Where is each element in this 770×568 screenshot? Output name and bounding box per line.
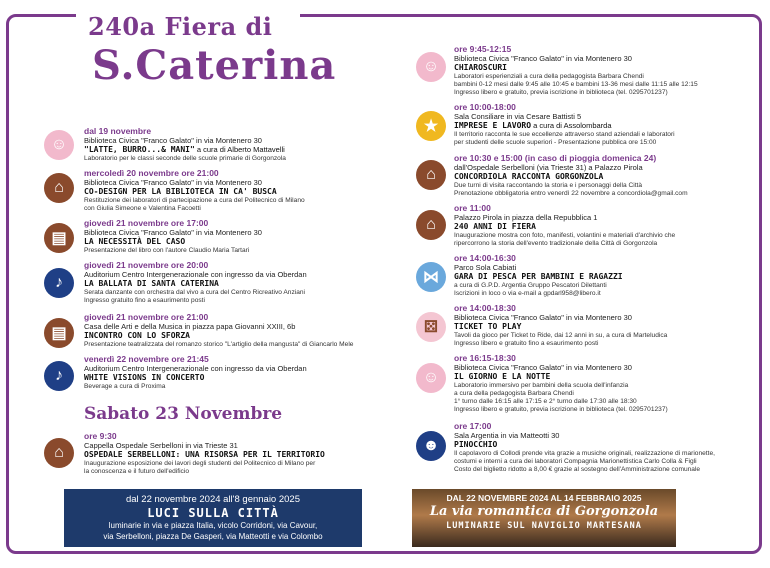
child-face-icon: ☺: [416, 52, 446, 82]
book-icon: ▤: [44, 223, 74, 253]
event-right-2: [454, 102, 675, 147]
event-title: LA NECESSITÀ DEL CASO: [84, 237, 186, 246]
event-location: Biblioteca Civica "Franco Galato" in via Montenero 30: [84, 178, 262, 187]
event-desc: Beverage a cura di Proxima: [84, 383, 166, 390]
event-date: ore 9:30: [84, 431, 117, 441]
music-note-icon: ♪: [44, 268, 74, 298]
event-right-8: [454, 421, 715, 474]
event-left-1: [84, 126, 286, 163]
event-title: OSPEDALE SERBELLONI: UNA RISORSA PER IL TERRITORIO: [84, 450, 325, 459]
banner-subtitle: LUMINARIE SUL NAVIGLIO MARTESANA: [446, 521, 642, 531]
event-desc: per studenti delle scuole superiori - Presentazione pubblica ore 15:00: [454, 139, 657, 146]
event-date: mercoledì 20 novembre ore 21:00: [84, 168, 219, 178]
event-title: GARA DI PESCA PER BAMBINI E RAGAZZI: [454, 272, 623, 281]
music-note-icon: ♪: [44, 361, 74, 391]
event-date: giovedì 21 novembre ore 20:00: [84, 260, 209, 270]
event-title: 240 ANNI DI FIERA: [454, 222, 536, 231]
fish-icon: ⋈: [416, 262, 446, 292]
banner-title: La via romantica di Gorgonzola: [429, 504, 659, 519]
event-date: ore 11:00: [454, 203, 491, 213]
event-location: Biblioteca Civica "Franco Galato" in via Montenero 30: [84, 228, 262, 237]
event-location: Palazzo Pirola in piazza della Repubblica 1: [454, 213, 598, 222]
event-desc: Ingresso libero e gratuito, previa iscrizione in biblioteca (tel. 0295701237): [454, 406, 668, 413]
event-date: venerdì 22 novembre ore 21:45: [84, 354, 209, 364]
event-location: Casa delle Arti e della Musica in piazza papa Giovanni XXIII, 6b: [84, 322, 296, 331]
event-desc: a cura della pedagogista Barbara Chendi: [454, 390, 574, 397]
event-desc: Presentazione del libro con l'autore Claudio Maria Tartari: [84, 247, 250, 254]
event-location: Biblioteca Civica "Franco Galato" in via Montenero 30: [454, 363, 632, 372]
event-desc: Il territorio racconta le sue eccellenze attraverso stand aziendali e laboratori: [454, 131, 675, 138]
event-desc: 1° turno dalle 16:15 alle 17:15 e 2° turno dalle 17:30 alle 18:30: [454, 398, 637, 405]
banner-dates: DAL 22 NOVEMBRE 2024 AL 14 FEBBRAIO 2025: [446, 493, 642, 503]
event-desc: Ingresso libero e gratuito, previa iscrizione in biblioteca (tel. 0295701237): [454, 89, 668, 96]
event-title: PINOCCHIO: [454, 440, 498, 449]
event-location: Cappella Ospedale Serbelloni in via Trieste 31: [84, 441, 238, 450]
event-location: Biblioteca Civica "Franco Galato" in via Montenero 30: [84, 136, 262, 145]
event-location: dall'Ospedale Serbelloni (via Trieste 31) a Palazzo Pirola: [454, 163, 643, 172]
event-location: Parco Sola Cabiati: [454, 263, 517, 272]
event-date: ore 16:15-18:30: [454, 353, 516, 363]
event-date: ore 9:45-12:15: [454, 44, 512, 54]
sabato-heading: Sabato 23 Novembre: [84, 404, 283, 424]
event-location: Sala Argentia in via Matteotti 30: [454, 431, 560, 440]
event-desc: Tavoli da gioco per Ticket to Ride, dai 12 anni in su, a cura di Marteludica: [454, 332, 668, 339]
event-title: IL GIORNO E LA NOTTE: [454, 372, 551, 381]
banner-via-romantica: [412, 489, 676, 547]
event-desc: Prenotazione obbligatoria entro venerdì 22 novembre a concordiola@gmail.com: [454, 190, 688, 197]
event-left-5: [84, 312, 353, 349]
event-desc: Ingresso gratuito fino a esaurimento posti: [84, 297, 205, 304]
event-desc: Laboratorio immersivo per bambini della scuola dell'infanzia: [454, 382, 629, 389]
event-title: CHIAROSCURI: [454, 63, 507, 72]
banner-line: luminarie in via e piazza Italia, vicolo Corridoni, via Cavour,: [108, 521, 318, 530]
event-desc: bambini 0-12 mesi dalle 9:45 alle 10:45 e bambini 13-36 mesi dalle 11:15 alle 12:15: [454, 81, 698, 88]
event-title: WHITE VISIONS IN CONCERTO: [84, 373, 205, 382]
event-right-7: [454, 353, 668, 414]
event-date: ore 14:00-18:30: [454, 303, 516, 313]
temple-icon: ⌂: [44, 438, 74, 468]
event-left-3: [84, 218, 262, 255]
header-edition: 240a Fiera di: [88, 12, 273, 41]
temple-icon: ⌂: [44, 173, 74, 203]
event-title: LA BALLATA DI SANTA CATERINA: [84, 279, 219, 288]
event-date: giovedì 21 novembre ore 17:00: [84, 218, 209, 228]
event-desc: Restituzione dei laboratori di partecipazione a cura del Politecnico di Milano: [84, 197, 305, 204]
event-desc: la conoscenza e il futuro dell'edificio: [84, 468, 189, 475]
event-left-4: [84, 260, 307, 305]
event-title: CONCORDIOLA RACCONTA GORGONZOLA: [454, 172, 604, 181]
event-right-4: [454, 203, 675, 248]
header-title: S.Caterina: [92, 42, 337, 89]
event-title: IMPRESE E LAVORO a cura di Assolombarda: [454, 121, 612, 130]
event-desc: Laboratorio per le classi seconde delle scuole primarie di Gorgonzola: [84, 155, 286, 162]
event-location: Biblioteca Civica "Franco Galato" in via Montenero 30: [454, 54, 632, 63]
event-title: INCONTRO CON LO SFORZA: [84, 331, 190, 340]
event-location: Auditorium Centro Intergenerazionale con ingresso da via Oberdan: [84, 364, 307, 373]
event-date: ore 17:00: [454, 421, 492, 431]
event-desc: Costo del biglietto ridotto a 8,00 € grazie al sostegno dell'Amministrazione comunale: [454, 466, 701, 473]
event-title: CO-DESIGN PER LA BIBLIOTECA IN CA' BUSCA: [84, 187, 277, 196]
event-right-6: [454, 303, 667, 348]
event-desc: costumi e interni a cura dei laboratori Compagnia Marionettistica Carlo Colla & Figli: [454, 458, 697, 465]
event-desc: a cura di G.P.D. Argentia Gruppo Pescatori Dilettanti: [454, 282, 607, 289]
event-location: Sala Consiliare in via Cesare Battisti 5: [454, 112, 582, 121]
event-date: ore 10:30 e 15:00 (in caso di pioggia domenica 24): [454, 153, 657, 163]
event-desc: Inaugurazione mostra con foto, manifesti, volantini e materiali d'archivio che: [454, 232, 676, 239]
event-right-1: [454, 44, 698, 97]
event-desc: Presentazione teatralizzata del romanzo storico "L'artiglio della mangusta" di Giancarlo Mele: [84, 341, 354, 348]
event-left-6: [84, 354, 307, 391]
event-date: ore 14:00-16:30: [454, 253, 516, 263]
temple-icon: ⌂: [416, 210, 446, 240]
banner-luci: [64, 489, 362, 547]
event-left-2: [84, 168, 305, 213]
event-desc: con Giulia Simeone e Valentina Facoetti: [84, 205, 201, 212]
event-desc: Laboratori esperienziali a cura della pedagogista Barbara Chendi: [454, 73, 644, 80]
event-location: Auditorium Centro Intergenerazionale con ingresso da via Oberdan: [84, 270, 307, 279]
banner-line: via Serbelloni, piazza De Gasperi, via Matteotti e via Colombo: [103, 532, 323, 541]
event-sabato: [84, 431, 325, 476]
star-icon: ★: [416, 111, 446, 141]
temple-icon: ⌂: [416, 160, 446, 190]
child-face-icon: ☺: [416, 363, 446, 393]
event-desc: Serata danzante con orchestra dal vivo a cura del Centro Ricreativo Anziani: [84, 289, 306, 296]
theater-masks-icon: ☻: [416, 431, 446, 461]
event-right-5: [454, 253, 623, 298]
event-desc: Iscrizioni in loco o via e-mail a gpdarl958@libero.it: [454, 290, 601, 297]
dice-icon: ⚄: [416, 312, 446, 342]
event-title: "LATTE, BURRO...& MANI" a cura di Alberto Mattavelli: [84, 145, 285, 154]
banner-title: LUCI SULLA CITTÀ: [147, 506, 279, 520]
event-desc: Due turni di visita raccontando la storia e i personaggi della Città: [454, 182, 643, 189]
event-date: dal 19 novembre: [84, 126, 152, 136]
event-date: giovedì 21 novembre ore 21:00: [84, 312, 209, 322]
event-desc: Ingresso libero e gratuito fino a esaurimento posti: [454, 340, 599, 347]
event-desc: ripercorrono la storia dell'evento tradizionale della Città di Gorgonzola: [454, 240, 658, 247]
child-face-icon: ☺: [44, 130, 74, 160]
book-icon: ▤: [44, 318, 74, 348]
event-desc: Il capolavoro di Collodi prende vita grazie a musiche originali, realizzazione di marionette,: [454, 450, 715, 457]
event-desc: Inaugurazione esposizione dei lavori degli studenti del Politecnico di Milano per: [84, 460, 316, 467]
event-title: TICKET TO PLAY: [454, 322, 522, 331]
event-location: Biblioteca Civica "Franco Galato" in via Montenero 30: [454, 313, 632, 322]
event-right-3: [454, 153, 688, 198]
event-date: ore 10:00-18:00: [454, 102, 516, 112]
banner-dates: dal 22 novembre 2024 all'8 gennaio 2025: [125, 494, 300, 505]
